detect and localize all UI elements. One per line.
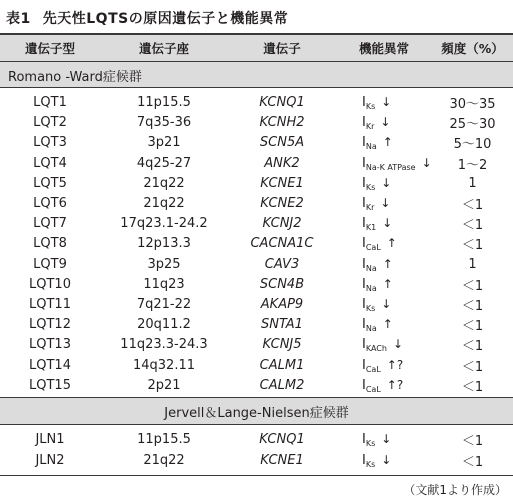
change-arrow: ↓ — [381, 175, 392, 190]
table-row — [0, 255, 513, 274]
section-rule — [0, 424, 513, 425]
table-row — [0, 234, 513, 253]
current-value — [362, 432, 391, 447]
locus-cell: 21q22 — [143, 175, 185, 191]
change-arrow: ↑ — [386, 236, 397, 251]
current-value — [362, 135, 393, 150]
current-value — [362, 156, 432, 171]
header-gene: 遺伝子 — [263, 41, 301, 56]
current-symbol: I — [362, 256, 366, 272]
function-cell — [336, 335, 432, 354]
gene-cell: CALM1 — [259, 357, 305, 373]
current-symbol: I — [362, 175, 366, 191]
gene-cell: KCNE2 — [260, 196, 304, 211]
current-symbol: I — [362, 297, 366, 312]
section-rule — [0, 87, 513, 88]
current-value — [362, 257, 393, 272]
current-subscript: Ks — [365, 102, 376, 111]
change-arrow: ↑ — [382, 135, 393, 150]
table-row — [0, 295, 513, 314]
current-symbol: I — [362, 216, 366, 232]
genotype-cell: LQT6 — [33, 196, 67, 211]
table-row — [0, 376, 513, 395]
current-value — [362, 358, 403, 373]
current-value — [362, 453, 391, 468]
section-title-romano-ward: Romano -Ward症候群 — [8, 69, 142, 85]
gene-cell: CACNA1C — [250, 236, 314, 252]
current-subscript: Ks — [365, 439, 376, 448]
current-subscript: Ks — [365, 460, 376, 469]
genotype-cell: JLN1 — [35, 432, 65, 447]
gene-cell: SNTA1 — [261, 317, 303, 333]
current-value — [362, 95, 391, 110]
gene-cell: AKAP9 — [260, 297, 304, 312]
frequency-cell: ＜1 — [461, 238, 484, 254]
locus-cell: 14q32.11 — [132, 357, 195, 373]
current-subscript: Na — [365, 142, 377, 152]
genotype-cell: LQT9 — [33, 256, 67, 272]
function-cell — [336, 430, 432, 449]
function-cell — [336, 194, 432, 213]
function-cell — [336, 113, 432, 132]
current-symbol: I — [362, 357, 366, 373]
current-subscript: Ks — [365, 182, 376, 192]
function-cell — [336, 451, 432, 470]
table-title — [6, 8, 288, 28]
function-cell — [336, 154, 432, 173]
current-symbol: I — [362, 236, 366, 252]
bottom-rule — [0, 475, 513, 476]
current-symbol: I — [362, 377, 366, 393]
genotype-cell: LQT1 — [33, 95, 67, 110]
current-symbol: I — [362, 155, 366, 171]
frequency-cell: ＜1 — [461, 299, 484, 314]
genotype-cell: LQT10 — [29, 276, 71, 292]
current-subscript: Na — [365, 324, 377, 334]
current-subscript: KACh — [365, 344, 387, 354]
frequency-cell: ＜1 — [461, 455, 484, 470]
current-symbol: I — [362, 95, 366, 110]
function-cell — [336, 295, 432, 314]
change-arrow: ↑ — [382, 317, 393, 332]
current-symbol: I — [362, 453, 366, 468]
current-symbol: I — [362, 317, 366, 333]
current-value — [362, 115, 390, 130]
locus-cell: 2p21 — [147, 377, 181, 393]
locus-cell: 11p15.5 — [137, 95, 191, 110]
table-row — [0, 275, 513, 294]
current-subscript: CaL — [365, 384, 381, 394]
change-arrow: ↓ — [381, 453, 392, 467]
current-value — [362, 317, 393, 332]
table-number: 表1 — [6, 11, 31, 27]
function-cell — [336, 255, 432, 274]
table-row — [0, 356, 513, 375]
function-cell — [336, 315, 432, 334]
current-subscript: K1 — [365, 223, 377, 233]
function-cell — [336, 133, 432, 152]
change-arrow: ↓ — [381, 95, 392, 109]
gene-cell: CALM2 — [259, 377, 305, 393]
current-value — [362, 176, 391, 191]
frequency-cell: 25～30 — [449, 117, 496, 133]
frequency-cell: ＜1 — [461, 198, 484, 213]
function-cell — [336, 234, 432, 253]
locus-cell: 3p21 — [147, 135, 181, 151]
locus-cell: 21q22 — [143, 453, 185, 468]
header-frequency: 頻度（%） — [441, 41, 504, 56]
change-arrow: ↑? — [386, 357, 404, 372]
current-value — [362, 216, 392, 231]
table-row — [0, 154, 513, 173]
current-subscript: Kr — [365, 203, 375, 212]
section-title-jln: Jervell＆Lange-Nielsen症候群 — [164, 405, 349, 421]
locus-cell: 7q21-22 — [136, 297, 192, 312]
locus-cell: 3p25 — [147, 256, 181, 272]
frequency-cell: ＜1 — [461, 379, 484, 395]
function-cell — [336, 376, 432, 395]
table-row — [0, 133, 513, 152]
gene-cell: SCN4B — [259, 276, 305, 292]
frequency-cell: 1 — [468, 175, 477, 191]
current-subscript: CaL — [365, 243, 381, 253]
current-subscript: Na — [365, 283, 377, 293]
locus-cell: 20q11.2 — [137, 317, 191, 333]
current-subscript: CaL — [365, 364, 381, 374]
function-cell — [336, 174, 432, 193]
gene-cell: SCN5A — [259, 135, 305, 151]
table-row — [0, 113, 513, 132]
genotype-cell: LQT11 — [29, 297, 71, 312]
genotype-cell: LQT15 — [29, 377, 71, 393]
function-cell — [336, 275, 432, 294]
change-arrow: ↓ — [382, 216, 393, 231]
locus-cell: 21q22 — [143, 196, 185, 211]
gene-cell: KCNJ2 — [262, 216, 302, 232]
frequency-cell: ＜1 — [461, 339, 484, 355]
frequency-cell: ＜1 — [461, 319, 484, 335]
current-value — [362, 337, 403, 352]
function-cell — [336, 214, 432, 233]
current-subscript: Kr — [365, 122, 375, 132]
gene-cell: CAV3 — [264, 256, 300, 272]
frequency-cell: ＜1 — [461, 434, 484, 449]
locus-cell: 4q25-27 — [136, 155, 192, 171]
function-cell — [336, 93, 432, 112]
frequency-cell: 5～10 — [453, 137, 492, 153]
locus-cell: 17q23.1-24.2 — [120, 216, 208, 232]
gene-cell: KCNJ5 — [262, 337, 302, 353]
current-value — [362, 297, 391, 312]
table-row — [0, 335, 513, 354]
gene-cell: KCNE1 — [260, 453, 304, 468]
frequency-cell: ＜1 — [461, 359, 484, 375]
table-row — [0, 214, 513, 233]
locus-cell: 11p15.5 — [137, 432, 191, 447]
frequency-cell: ＜1 — [461, 278, 484, 294]
locus-cell: 12p13.3 — [137, 236, 191, 252]
gene-cell: KCNH2 — [259, 115, 305, 131]
frequency-cell: ＜1 — [461, 218, 484, 234]
frequency-cell: 1 — [468, 256, 477, 272]
gene-cell: KCNQ1 — [259, 432, 305, 447]
current-value — [362, 236, 397, 251]
change-arrow: ↑ — [382, 276, 393, 291]
frequency-cell: 30～35 — [449, 97, 496, 112]
genotype-cell: LQT2 — [33, 115, 67, 131]
change-arrow: ↓ — [381, 432, 392, 446]
current-symbol: I — [362, 337, 366, 353]
genotype-cell: LQT7 — [33, 216, 67, 232]
current-value — [362, 277, 393, 292]
current-symbol: I — [362, 196, 366, 211]
current-symbol: I — [362, 135, 366, 151]
current-subscript: Ks — [365, 304, 376, 313]
table-row — [0, 451, 513, 470]
change-arrow: ↓ — [392, 337, 403, 352]
current-value — [362, 196, 390, 211]
genotype-cell: LQT12 — [29, 317, 71, 333]
current-subscript: Na — [365, 263, 377, 273]
genotype-cell: LQT3 — [33, 135, 67, 151]
genotype-cell: LQT13 — [29, 337, 71, 353]
table-row — [0, 93, 513, 112]
locus-cell: 7q35-36 — [136, 115, 192, 131]
gene-cell: ANK2 — [264, 155, 300, 171]
frequency-cell: 1～2 — [457, 157, 488, 173]
table-row — [0, 430, 513, 449]
change-arrow: ↑ — [382, 256, 393, 271]
header-locus: 遺伝子座 — [138, 41, 189, 56]
current-subscript: Na-K ATPase — [365, 162, 416, 172]
gene-cell: KCNE1 — [260, 175, 304, 191]
genotype-cell: LQT5 — [33, 175, 67, 191]
current-symbol: I — [362, 432, 366, 447]
change-arrow: ↓ — [380, 115, 391, 130]
genotype-cell: JLN2 — [35, 453, 65, 468]
change-arrow: ↓ — [421, 155, 432, 170]
table-row — [0, 194, 513, 213]
current-value — [362, 378, 403, 393]
change-arrow: ↓ — [381, 297, 392, 311]
footnote: （文献1より作成） — [403, 483, 507, 497]
function-cell — [336, 356, 432, 375]
genotype-cell: LQT14 — [29, 357, 71, 373]
genotype-cell: LQT4 — [33, 155, 67, 171]
genotype-cell: LQT8 — [33, 236, 67, 252]
table-row — [0, 315, 513, 334]
change-arrow: ↑? — [386, 377, 404, 392]
gene-cell: KCNQ1 — [259, 95, 305, 110]
current-symbol: I — [362, 115, 366, 131]
locus-cell: 11q23.3-24.3 — [120, 337, 208, 353]
header-genotype: 遺伝子型 — [24, 41, 75, 56]
table-title-text: 先天性LQTSの原因遺伝子と機能異常 — [42, 11, 289, 27]
header-function: 機能異常 — [358, 41, 409, 56]
current-symbol: I — [362, 276, 366, 292]
locus-cell: 11q23 — [143, 276, 185, 292]
table-row — [0, 174, 513, 193]
change-arrow: ↓ — [380, 196, 391, 210]
